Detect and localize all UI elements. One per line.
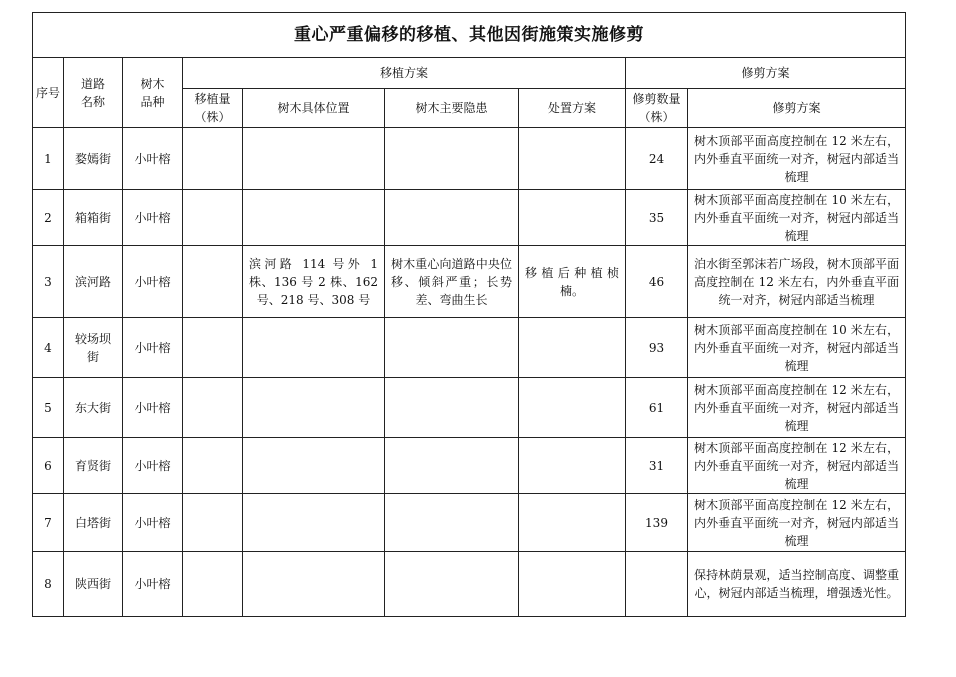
table-title: 重心严重偏移的移植、其他因街施策实施修剪 bbox=[33, 13, 906, 58]
cell-transplant-count bbox=[183, 190, 243, 246]
header-hazard: 树木主要隐患 bbox=[385, 89, 519, 128]
cell-road: 滨河路 bbox=[64, 246, 123, 318]
cell-prune-count: 46 bbox=[626, 246, 688, 318]
header-prune-count: 修剪数量（株） bbox=[626, 89, 688, 128]
cell-species: 小叶榕 bbox=[123, 494, 183, 552]
cell-prune-count: 139 bbox=[626, 494, 688, 552]
cell-seq: 4 bbox=[33, 318, 64, 378]
cell-hazard bbox=[385, 318, 519, 378]
cell-prune-plan: 树木顶部平面高度控制在 12 米左右，内外垂直平面统一对齐，树冠内部适当梳理 bbox=[688, 494, 906, 552]
cell-location bbox=[243, 128, 385, 190]
cell-seq: 8 bbox=[33, 552, 64, 617]
table-row bbox=[33, 128, 906, 190]
cell-transplant-count bbox=[183, 378, 243, 438]
header-road: 道路名称 bbox=[64, 58, 123, 128]
cell-transplant-count bbox=[183, 552, 243, 617]
cell-prune-plan: 保持林荫景观，适当控制高度、调整重心，树冠内部适当梳理，增强透光性。 bbox=[688, 552, 906, 617]
table-row bbox=[33, 190, 906, 246]
cell-seq: 7 bbox=[33, 494, 64, 552]
cell-disposal bbox=[519, 318, 626, 378]
document-sheet bbox=[32, 12, 905, 617]
cell-road: 育贤街 bbox=[64, 438, 123, 494]
cell-prune-count bbox=[626, 552, 688, 617]
cell-road: 箱箱街 bbox=[64, 190, 123, 246]
cell-hazard bbox=[385, 190, 519, 246]
cell-seq: 5 bbox=[33, 378, 64, 438]
table-row bbox=[33, 378, 906, 438]
cell-transplant-count bbox=[183, 246, 243, 318]
cell-location bbox=[243, 190, 385, 246]
cell-location: 滨河路 114 号外 1 株、136 号 2 株、162 号、218 号、308 号 bbox=[243, 246, 385, 318]
header-disposal: 处置方案 bbox=[519, 89, 626, 128]
cell-location bbox=[243, 494, 385, 552]
header-prune-plan-group: 修剪方案 bbox=[626, 58, 906, 89]
cell-prune-plan: 树木顶部平面高度控制在 12 米左右，内外垂直平面统一对齐，树冠内部适当梳理 bbox=[688, 438, 906, 494]
cell-disposal bbox=[519, 438, 626, 494]
cell-disposal: 移植后种植桢楠。 bbox=[519, 246, 626, 318]
table-row bbox=[33, 318, 906, 378]
cell-species: 小叶榕 bbox=[123, 190, 183, 246]
cell-hazard: 树木重心向道路中央位移、倾斜严重；长势差、弯曲生长 bbox=[385, 246, 519, 318]
cell-road: 较场坝街 bbox=[64, 318, 123, 378]
cell-location bbox=[243, 378, 385, 438]
cell-species: 小叶榕 bbox=[123, 378, 183, 438]
cell-prune-count: 35 bbox=[626, 190, 688, 246]
cell-disposal bbox=[519, 552, 626, 617]
cell-prune-plan: 树木顶部平面高度控制在 10 米左右，内外垂直平面统一对齐，树冠内部适当梳理 bbox=[688, 190, 906, 246]
cell-species: 小叶榕 bbox=[123, 318, 183, 378]
header-species: 树木品种 bbox=[123, 58, 183, 128]
header-seq: 序号 bbox=[33, 58, 64, 128]
cell-road: 东大街 bbox=[64, 378, 123, 438]
cell-prune-plan: 泊水街至郭沫若广场段，树木顶部平面高度控制在 12 米左右，内外垂直平面统一对齐，树冠内部适当梳理 bbox=[688, 246, 906, 318]
cell-species: 小叶榕 bbox=[123, 552, 183, 617]
cell-prune-plan: 树木顶部平面高度控制在 12 米左右，内外垂直平面统一对齐，树冠内部适当梳理 bbox=[688, 378, 906, 438]
cell-species: 小叶榕 bbox=[123, 128, 183, 190]
cell-hazard bbox=[385, 378, 519, 438]
cell-disposal bbox=[519, 128, 626, 190]
header-transplant-count: 移植量（株） bbox=[183, 89, 243, 128]
cell-transplant-count bbox=[183, 318, 243, 378]
table-row bbox=[33, 494, 906, 552]
cell-prune-count: 61 bbox=[626, 378, 688, 438]
cell-road: 白塔街 bbox=[64, 494, 123, 552]
cell-transplant-count bbox=[183, 438, 243, 494]
cell-prune-count: 24 bbox=[626, 128, 688, 190]
cell-prune-count: 93 bbox=[626, 318, 688, 378]
cell-prune-plan: 树木顶部平面高度控制在 12 米左右，内外垂直平面统一对齐，树冠内部适当梳理 bbox=[688, 128, 906, 190]
cell-road: 婺嫣街 bbox=[64, 128, 123, 190]
pruning-table bbox=[32, 12, 906, 617]
cell-location bbox=[243, 438, 385, 494]
header-location: 树木具体位置 bbox=[243, 89, 385, 128]
cell-road: 陕西街 bbox=[64, 552, 123, 617]
cell-hazard bbox=[385, 552, 519, 617]
cell-species: 小叶榕 bbox=[123, 438, 183, 494]
cell-seq: 6 bbox=[33, 438, 64, 494]
cell-seq: 2 bbox=[33, 190, 64, 246]
cell-seq: 3 bbox=[33, 246, 64, 318]
table-row bbox=[33, 246, 906, 318]
cell-hazard bbox=[385, 438, 519, 494]
cell-hazard bbox=[385, 128, 519, 190]
cell-transplant-count bbox=[183, 494, 243, 552]
cell-species: 小叶榕 bbox=[123, 246, 183, 318]
table-row bbox=[33, 438, 906, 494]
cell-hazard bbox=[385, 494, 519, 552]
cell-disposal bbox=[519, 190, 626, 246]
cell-location bbox=[243, 552, 385, 617]
cell-seq: 1 bbox=[33, 128, 64, 190]
cell-prune-count: 31 bbox=[626, 438, 688, 494]
cell-disposal bbox=[519, 378, 626, 438]
header-prune-plan: 修剪方案 bbox=[688, 89, 906, 128]
cell-disposal bbox=[519, 494, 626, 552]
header-transplant-plan: 移植方案 bbox=[183, 58, 626, 89]
table-row bbox=[33, 552, 906, 617]
cell-location bbox=[243, 318, 385, 378]
cell-prune-plan: 树木顶部平面高度控制在 10 米左右，内外垂直平面统一对齐，树冠内部适当梳理 bbox=[688, 318, 906, 378]
table-body bbox=[33, 128, 906, 617]
cell-transplant-count bbox=[183, 128, 243, 190]
